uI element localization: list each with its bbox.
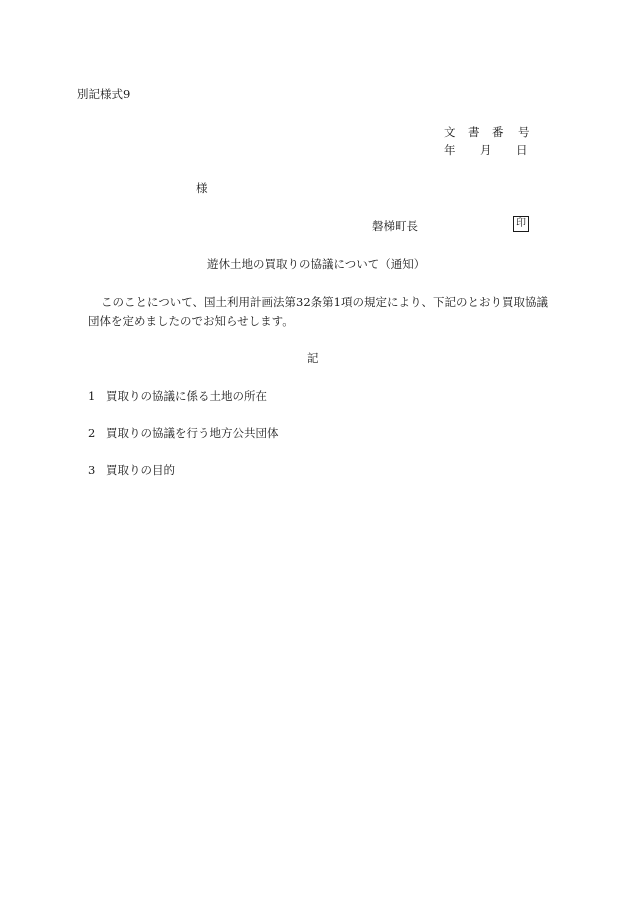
- body-text-line-2: 団体を定めましたのでお知らせします。: [88, 314, 294, 328]
- document-date-label: [444, 142, 528, 158]
- item-number: 3: [88, 463, 96, 477]
- list-item: [88, 425, 279, 441]
- form-number: 別記様式9: [77, 87, 131, 101]
- doc-number-char-3: 番: [492, 125, 504, 139]
- body-text-line-1: このことについて、国土利用計画法第32条第1項の規定により、下記のとおり買取協議: [101, 295, 548, 309]
- sender-name: 磐梯町長: [372, 219, 418, 233]
- doc-number-char-2: 書: [468, 125, 480, 139]
- item-number: 1: [88, 389, 96, 403]
- date-day: 日: [516, 143, 528, 157]
- item-text: 買取りの協議を行う地方公共団体: [106, 426, 279, 440]
- seal-mark: 印: [513, 216, 529, 232]
- item-number: 2: [88, 426, 96, 440]
- ki-heading: 記: [307, 351, 319, 365]
- date-month: 月: [480, 143, 492, 157]
- date-year: 年: [444, 143, 456, 157]
- doc-number-char-4: 号: [518, 125, 530, 139]
- item-text: 買取りの協議に係る土地の所在: [106, 389, 267, 403]
- document-number-label: [444, 124, 530, 140]
- doc-number-char-1: 文: [444, 125, 456, 139]
- item-text: 買取りの目的: [106, 463, 175, 477]
- addressee-suffix: 様: [196, 181, 208, 195]
- list-item: [88, 462, 175, 478]
- list-item: [88, 388, 267, 404]
- document-title: 遊休土地の買取りの協議について（通知）: [207, 257, 426, 271]
